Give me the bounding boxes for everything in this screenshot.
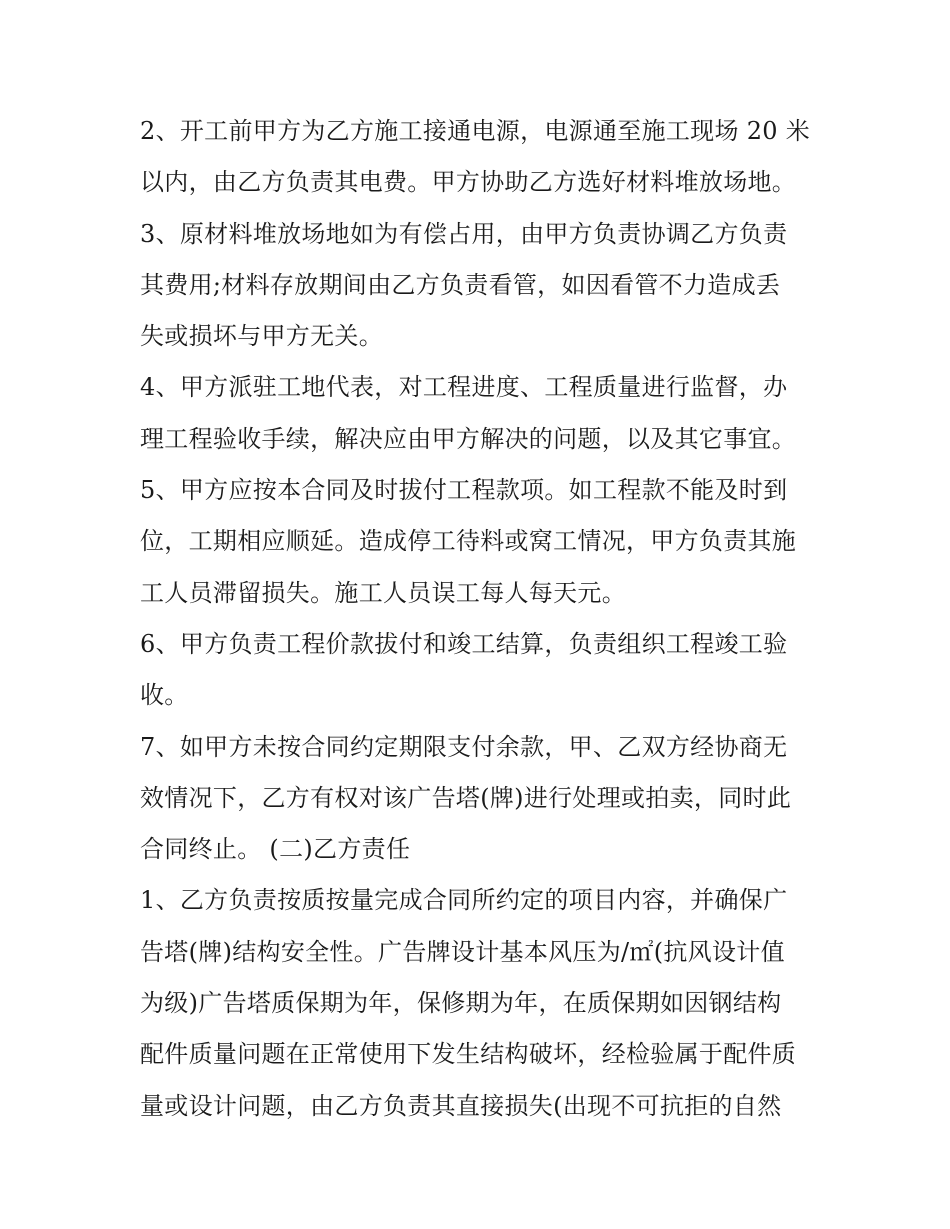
text-line: 收。 (140, 681, 189, 710)
text-line: 以内，由乙方负责其电费。甲方协助乙方选好材料堆放场地。 (140, 168, 797, 197)
text-line: 告塔(牌)结构安全性。广告牌设计基本风压为/㎡(抗风设计值 (140, 937, 785, 966)
text-line: 4、甲方派驻工地代表，对工程进度、工程质量进行监督，办 (140, 373, 788, 402)
text-line: 3、原材料堆放场地如为有偿占用，由甲方负责协调乙方负责 (140, 219, 788, 248)
text-line: 理工程验收手续，解决应由甲方解决的问题，以及其它事宜。 (140, 424, 797, 453)
text-line: 6、甲方负责工程价款拔付和竣工结算，负责组织工程竣工验 (140, 629, 788, 658)
text-line: 其费用;材料存放期间由乙方负责看管，如因看管不力造成丢 (140, 270, 781, 299)
text-line: 合同终止。 (二)乙方责任 (140, 835, 411, 864)
text-line: 1、乙方负责按质按量完成合同所约定的项目内容，并确保广 (140, 886, 788, 915)
document-body (140, 106, 820, 1132)
text-line: 效情况下，乙方有权对该广告塔(牌)进行处理或拍卖，同时此 (140, 783, 792, 812)
text-line: 配件质量问题在正常使用下发生结构破坏，经检验属于配件质 (140, 1040, 797, 1069)
text-line: 量或设计问题，由乙方负责其直接损失(出现不可抗拒的自然 (140, 1091, 782, 1120)
text-line: 2、开工前甲方为乙方施工接通电源，电源通至施工现场 20 米 (140, 117, 811, 145)
text-line: 5、甲方应按本合同及时拔付工程款项。如工程款不能及时到 (140, 476, 788, 505)
text-line: 为级)广告塔质保期为年，保修期为年，在质保期如因钢结构 (140, 989, 782, 1018)
text-line: 7、如甲方未按合同约定期限支付余款，甲、乙双方经协商无 (140, 732, 788, 761)
text-line: 工人员滞留损失。施工人员误工每人每天元。 (140, 578, 626, 607)
text-line: 位，工期相应顺延。造成停工待料或窝工情况，甲方负责其施 (140, 527, 797, 556)
text-line: 失或损坏与甲方无关。 (140, 322, 383, 351)
